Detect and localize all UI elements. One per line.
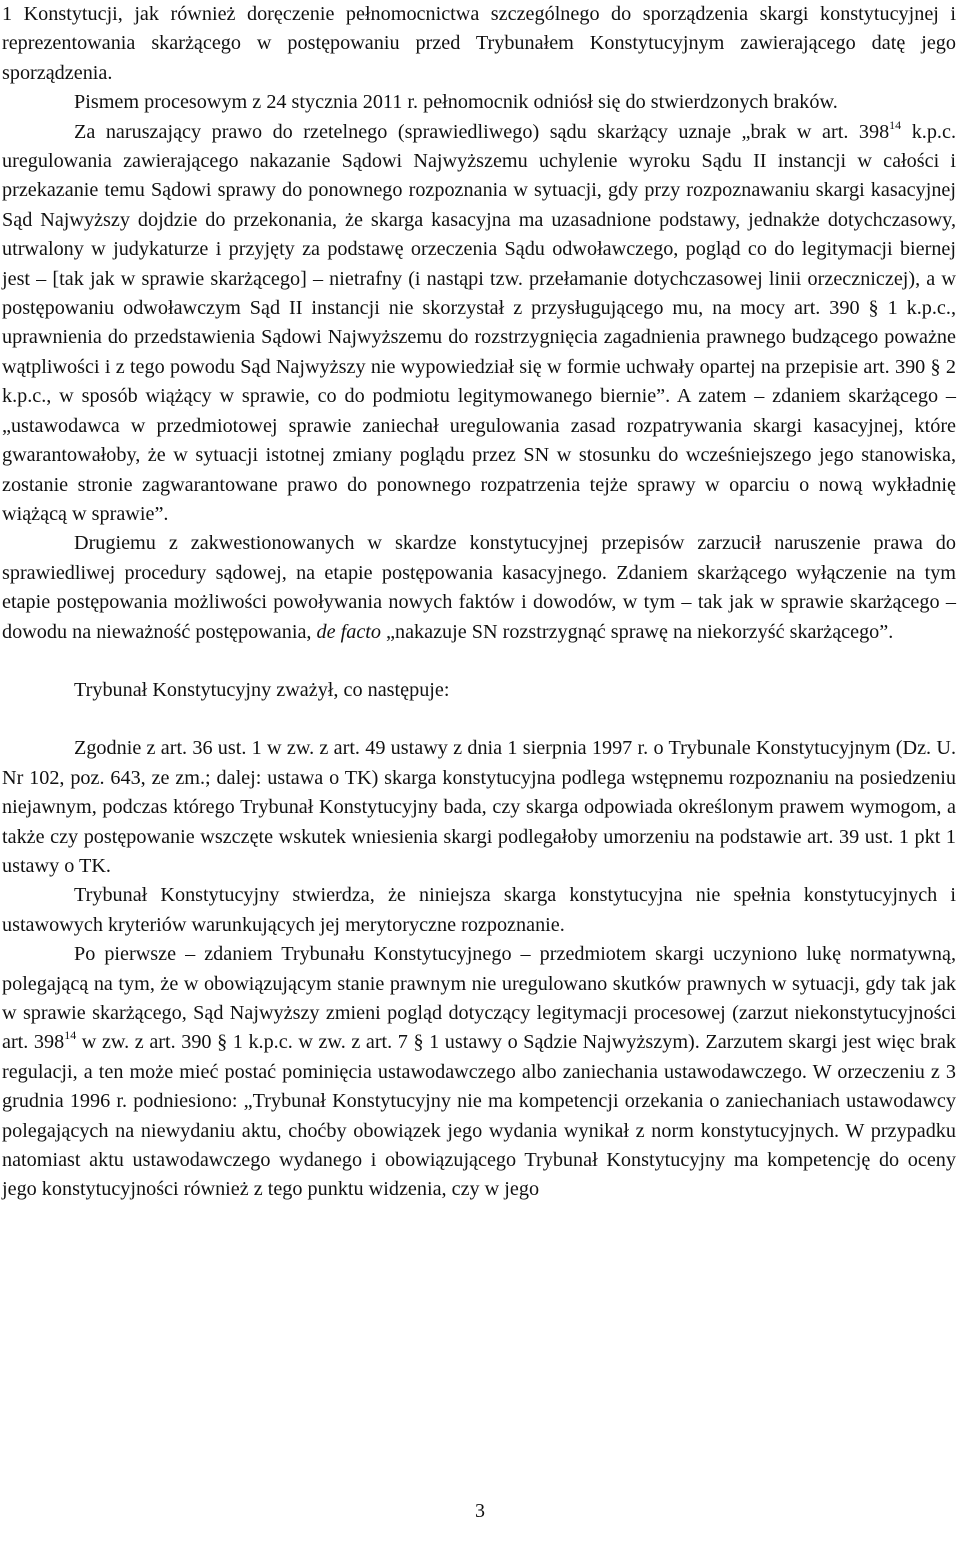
paragraph-complaint-claim	[2, 118, 956, 530]
paragraph-tribunal-finding	[2, 881, 956, 940]
superscript-article-number: 14	[889, 117, 902, 132]
paragraph-preliminary-review	[2, 734, 956, 881]
paragraph-text: Zgodnie z art. 36 ust. 1 w zw. z art. 49 ustawy z dnia 1 sierpnia 1997 r. o Trybunale Konstytucyjnym (Dz. U. Nr 102, poz. 643, ze zm.; dalej: ustawa o TK) skarga konstytucyjna podlega wstępnemu rozpoznaniu na posiedzeniu niejawnym, podczas którego Trybunał Konstytucyjny bada, czy skarga odpowiada określonym prawem wymogom, a także czy postępowanie wszczęte wskutek wniesienia skargi podlegałoby umorzeniu na podstawie art. 39 ust. 1 pkt 1 ustawy o TK.	[2, 737, 956, 877]
paragraph-text: w zw. z art. 390 § 1 k.p.c. w zw. z art. 7 § 1 ustawy o Sądzie Najwyższym). Zarzutem skargi jest więc brak regulacji, a ten może mieć postać pominięcia ustawodawczego albo zaniechania ustawodawczego. W orzeczeniu z 3 grudnia 1996 r. podniesiono: „Trybunał Konstytucyjny nie ma kompetencji orzekania o zaniechaniach ustawodawcy polegających na niewydaniu aktu, choćby obowiązek jego wydania wynikał z norm konstytucyjnych. W przypadku natomiast aktu ustawodawczego wydanego i obowiązującego Trybunał Konstytucyjny ma kompetencję do oceny jego konstytucyjności również z tego punktu widzenia, czy w jego	[2, 1031, 956, 1201]
paragraph-text: Za naruszający prawo do rzetelnego (sprawiedliwego) sądu skarżący uznaje „brak w art. 398	[74, 120, 890, 143]
section-heading: Trybunał Konstytucyjny zważył, co następuje:	[74, 678, 450, 701]
paragraph-legislative-gap	[2, 940, 956, 1205]
paragraph-text: 1 Konstytucji, jak również doręczenie pełnomocnictwa szczególnego do sporządzenia skargi konstytucyjnej i reprezentowania skarżącego w postępowaniu przed Trybunałem Konstytucyjnym zawierającego datę jego sporządzenia.	[2, 3, 956, 84]
paragraph-text: Drugiemu z zakwestionowanych w skardze konstytucyjnej przepisów zarzucił naruszenie prawa do sprawiedliwej procedury sądowej, na etapie postępowania kasacyjnego. Zdaniem skarżącego wyłączenie na tym etapie postępowania możliwości powoływania nowych faktów i dowodów, w tym – tak jak w sprawie skarżącego – dowodu na nieważność postępowania,	[2, 532, 956, 643]
superscript-article-number: 14	[64, 1028, 77, 1043]
paragraph-text: k.p.c. uregulowania zawierającego nakazanie Sądowi Najwyższemu uchylenie wyroku Sądu II instancji w całości i przekazanie temu Sądowi sprawy do ponownego rozpoznania w sytuacji, gdy przy rozpoznawaniu skargi kasacyjnej Sąd Najwyższy dojdzie do przekonania, że skarga kasacyjna ma uzasadnione podstawy, jednakże dotychczasowy, utrwalony w judykaturze i przyjęty za podstawę orzeczenia Sądu odwoławczego, pogląd co do legitymacji biernej jest – [tak jak w sprawie skarżącego] – nietrafny (i nastąpi tzw. przełamanie dotychczasowej linii orzeczniczej), a w postępowaniu odwoławczym Sąd II instancji nie skorzystał z przysługującego mu, na mocy art. 390 § 1 k.p.c., uprawnienia do przedstawienia Sądowi Najwyższemu do rozstrzygnięcia zagadnienia prawnego budzącego poważne wątpliwości i z tego powodu Sąd Najwyższy nie wypowiedział się w formie uchwały opartej na przepisie art. 390 § 2 k.p.c., w sposób wiążący w sprawie, co do podmiotu legitymowanego biernie”. A zatem – zdaniem skarżącego – „ustawodawca w przedmiotowej sprawie zaniechał uregulowania zasad rozpatrywania skargi kasacyjnej, które gwarantowałoby, że w sytuacji istotnej zmiany poglądu przez SN w stosunku do wcześniejszego jego stanowiska, zostanie stronie zagwarantowane prawo do ponownego rozpatrzenia tejże sprawy w oparciu o nową wykładnię wiążącą w sprawie”.	[2, 120, 956, 525]
paragraph-text: Po pierwsze – zdaniem Trybunału Konstytucyjnego – przedmiotem skargi uczyniono lukę normatywną, polegającą na tym, że w obowiązującym stanie prawnym nie uregulowano skutków prawnych w sytuacji, gdy tak jak w sprawie skarżącego, Sąd Najwyższy zmieni pogląd dotyczący legitymacji procesowej (zarzut niekonstytucyjności art. 398	[2, 943, 956, 1054]
paragraph-second-provision	[2, 529, 956, 647]
paragraph-procedural-letter	[2, 88, 956, 117]
paragraph-text: „nakazuje SN rozstrzygnąć sprawę na niekorzyść skarżącego”.	[380, 620, 894, 643]
page-number: 3	[475, 1500, 485, 1522]
italic-latin-phrase: de facto	[316, 620, 381, 643]
paragraph-constitution-end	[2, 0, 956, 88]
document-page	[2, 0, 956, 1205]
paragraph-text: Trybunał Konstytucyjny stwierdza, że niniejsza skarga konstytucyjna nie spełnia konstytucyjnych i ustawowych kryteriów warunkujących jej merytoryczne rozpoznanie.	[2, 884, 956, 936]
paragraph-text: Pismem procesowym z 24 stycznia 2011 r. pełnomocnik odniósł się do stwierdzonych braków.	[74, 91, 838, 114]
